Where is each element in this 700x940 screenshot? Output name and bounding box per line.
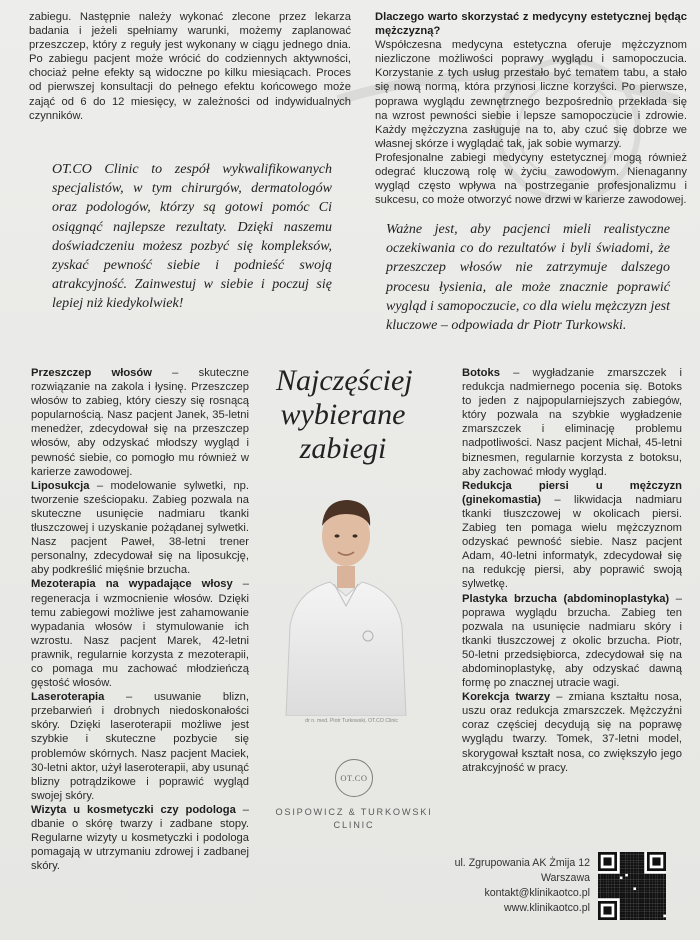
treatment-name: Redukcja piersi u mężczyzn (ginekomastia) [462,479,682,506]
center-title: Najczęściej wybierane zabiegi [276,364,413,465]
clinic-pull-quote: OT.CO Clinic to zespół wykwalifikowanych specjalistów, w tym chirurgów, dermatologów oraz podologów, którzy są gotowi pomóc Ci osiągnąć najlepsze rezultaty. Dzięki naszemu doświadczeniu możesz pozbyć się kompleksów, zyskać pewność siebie i podnieść swoją atrakcyjność. Zainwestuj w siebie i poczuj się lepiej niż kiedykolwiek! [52,162,332,312]
treatment-name: Plastyka brzucha (abdominoplastyka) [462,592,670,605]
treatment-name: Botoks [462,367,500,379]
qr-code-icon[interactable] [598,852,666,920]
treatment-name: Liposukcja [31,479,90,492]
brand-line-2: CLINIC [333,820,375,830]
treatment-item [462,479,682,592]
clinic-brand-name [272,806,436,832]
section-paragraph-2: Profesjonalne zabiegi medycyny estetycznej mogą również odegrać kluczową rolę w życiu zawodowym. Nienaganny wygląd często wpływa na postrzeganie profesjonalizmu i sukcesu, co może otworzyć nowe drzwi w karierze zawodowej. [375,151,687,207]
contact-block [440,856,590,916]
treatment-name: Wizyta u kosmetyczki czy podologa [31,803,236,816]
intro-paragraph-continued: zabiegu. Następnie należy wykonać zlecone przez lekarza badania i jeżeli spełniamy warunki, możemy zaplanować przeszczep, który z reguły jest wykonany w ciągu jednego dnia. Po zabiegu pacjent może wrócić do codziennych aktywności, chociaż pełne efekty są widoczne po kilku miesiącach. Proces od pierwszej konsultacji do pełnego efektu końcowego może zająć od 6 do 12 miesięcy, w zależności od indywidualnych czynników. [29,11,351,122]
treatment-name: Mezoterapia na wypadające włosy [31,578,233,591]
treatment-item [31,577,249,690]
address-line: ul. Zgrupowania AK Żmija 12 [454,857,590,869]
treatments-right-column [462,366,682,775]
treatment-item [31,803,249,873]
section-paragraph-1: Współczesna medycyna estetyczna oferuje mężczyznom niezliczone możliwości poprawy wyglądu i samopoczucia. Korzystanie z tych usług przestało być tematem tabu, a stało się nową normą, która przynosi liczne korzyści. Po pierwsze, poprawa wyglądu zewnętrznego bezpośrednio przekłada się na wzrost pewności siebie i lepsze samopoczucie i zdrowie. Każdy mężczyzna zasługuje na to, aby czuć się dobrze we własnej skórze i wyglądać tak, jak sobie wymarzy. [375,39,687,150]
treatment-item [31,366,249,479]
treatment-description: – modelowanie sylwetki, np. tworzenie sześciopaku. Zabieg pozwala na skuteczne usunięcie nadmiaru tkanki tłuszczowej i uzyskanie pożądanej sylwetki. Nasz pacjent Paweł, 38-letni trener personalny, zdecydował się na liposukcję, aby podkreślić mięśnie brzucha. [31,479,249,577]
why-aesthetic-medicine-section [375,10,687,207]
treatment-item [31,690,249,803]
doctor-pull-quote: Ważne jest, aby pacjenci mieli realistyczne oczekiwania co do rezultatów i byli świadomi, że przeszczep włosów nie zatrzymuje dalszego procesu łysienia, ale może znacznie poprawić wygląd i samopoczucie, co dla wielu mężczyzn jest kluczowe – odpowiada dr Piotr Turkowski. [386,222,670,334]
clinic-logo-icon: OT.CO [335,759,373,797]
email-link[interactable]: kontakt@klinikaotco.pl [484,887,590,899]
treatment-name: Laseroterapia [31,691,105,704]
city-line: Warszawa [540,872,590,884]
treatments-left-column [31,366,249,873]
treatment-name: Korekcja twarzy [462,691,551,704]
portrait-caption: dr n. med. Piotr Turkowski, OT.CO Clinic [305,718,398,724]
treatment-name: Przeszczep włosów [31,367,152,379]
treatment-description: – dbanie o skórę twarzy i zadbane stopy. Regularne wizyty u kosmetyczki i podologa pomagają w utrzymaniu zdrowej i zadbanej skóry. [31,803,249,873]
treatment-item [462,592,682,691]
doctor-portrait-photo [280,486,412,716]
brand-line-1: OSIPOWICZ & TURKOWSKI [275,807,433,817]
website-link[interactable]: www.klinikaotco.pl [504,902,590,914]
treatment-description: – likwidacja nadmiaru tkanki tłuszczowej w okolicach piersi. Zabieg ten pomaga wielu mężczyznom odzyskać pewność siebie. Nasz pacjent Adam, 40-letni informatyk, zdecydował się na redukcję piersi, aby poprawić swoją sylwetkę. [462,493,682,591]
treatment-description: – wygładzanie zmarszczek i redukcja nadmiernego pocenia się. Botoks to jeden z najpopularniejszych zabiegów, który pozwala na szybkie wygładzenie zmarszczek i eliminację problemu nadpotliwości. Nasz pacjent Michał, 45-letni biznesmen, regularnie korzysta z botoksu, aby zachować młody wygląd. [462,367,682,478]
treatment-item [462,690,682,775]
treatment-description: – skuteczne rozwiązanie na zakola i łysinę. Przeszczep włosów to zabieg, który cieszy się rosnącą popularnością. Nasz pacjent Janek, 35-letni menedżer, zdecydował się na przeszczep włosów, aby odzyskać młodszy wygląd i pewność siebie, co pomogło mu również w karierze zawodowej. [31,367,249,478]
treatment-description: – poprawa wyglądu brzucha. Zabieg ten pozwala na usunięcie nadmiaru skóry i tkanki tłuszczowej z okolic brzucha. Piotr, 50-letni przedsiębiorca, zdecydował się na abdominoplastykę, aby odzyskać dawną formę po znacznej utracie wagi. [462,592,682,690]
treatment-item [462,366,682,479]
treatment-description: – regeneracja i wzmocnienie włosów. Dzięki temu zabiegowi możliwe jest zahamowanie wypadania włosów i stymulowanie ich wzrostu. Nasz pacjent Marek, 42-letni prawnik, regularnie korzysta z mezoterapii, co pomaga mu zachować młodzieńczą gęstość włosów. [31,578,249,690]
section-heading: Dlaczego warto skorzystać z medycyny estetycznej będąc mężczyzną? [375,11,687,38]
treatment-item [31,479,249,578]
treatment-description: – zmiana kształtu nosa, uszu oraz redukcja zmarszczek. Mężczyźni coraz częściej decydują się na poprawę wyglądu twarzy. Tomek, 37-letni model, skorygował kształt nosa, co zwiększyło jego atrakcyjność w pracy. [462,691,682,774]
treatment-description: – usuwanie blizn, przebarwień i drobnych niedoskonałości skóry. Dzięki laseroterapii możliwe jest szybkie i skuteczne pozbycie się problemów skórnych. Nasz pacjent Maciek, 30-letni aktor, użył laseroterapii, aby usunąć blizny potrądzikowe i poprawić wygląd swojej skóry. [31,691,249,802]
